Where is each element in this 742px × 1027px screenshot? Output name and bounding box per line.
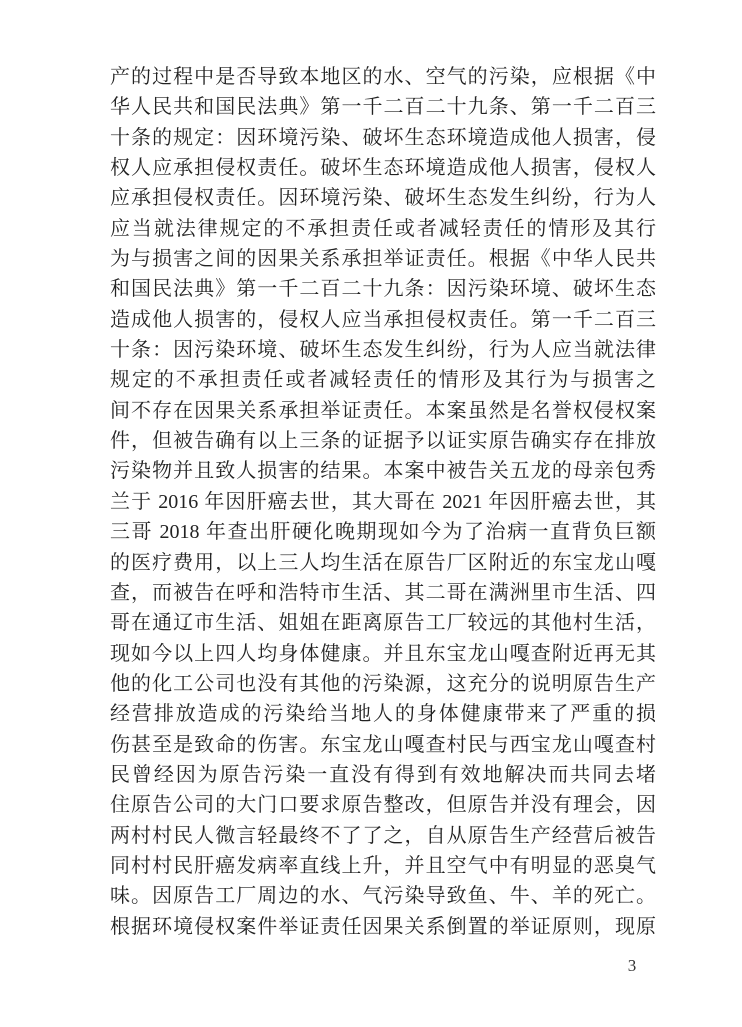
text-line: 应承担侵权责任。因环境污染、破坏生态发生纠纷，行为人 (110, 187, 656, 210)
text-line: 他的化工公司也没有其他的污染源，这充分的说明原告生产 (110, 672, 656, 695)
text-line: 民曾经因为原告污染一直没有得到有效地解决而共同去堵 (110, 763, 656, 786)
text-line: 十条的规定：因环境污染、破坏生态环境造成他人损害，侵 (110, 126, 656, 149)
text-line: 产的过程中是否导致本地区的水、空气的污染，应根据《中 (110, 66, 656, 88)
text-line: 味。因原告工厂周边的水、气污染导致鱼、牛、羊的死亡。 (110, 885, 656, 908)
text-line: 为与损害之间的因果关系承担举证责任。根据《中华人民共 (110, 248, 656, 271)
text-line: 间不存在因果关系承担举证责任。本案虽然是名誉权侵权案 (110, 399, 656, 422)
text-line: 根据环境侵权案件举证责任因果关系倒置的举证原则，现原 (110, 915, 656, 938)
text-line: 查，而被告在呼和浩特市生活、其二哥在满洲里市生活、四 (110, 581, 656, 604)
document-text (110, 62, 656, 942)
text-line: 兰于 2016 年因肝癌去世，其大哥在 2021 年因肝癌去世，其 (110, 490, 656, 513)
text-line: 应当就法律规定的不承担责任或者减轻责任的情形及其行 (110, 217, 656, 240)
text-line: 华人民共和国民法典》第一千二百二十九条、第一千二百三 (110, 96, 656, 119)
text-line: 规定的不承担责任或者减轻责任的情形及其行为与损害之 (110, 369, 656, 392)
text-line: 同村村民肝癌发病率直线上升，并且空气中有明显的恶臭气 (110, 854, 656, 877)
text-line: 伤甚至是致命的伤害。东宝龙山嘎查村民与西宝龙山嘎查村 (110, 733, 656, 756)
page-number: 3 (627, 956, 637, 975)
text-line: 哥在通辽市生活、姐姐在距离原告工厂较远的其他村生活， (110, 612, 656, 635)
text-line: 造成他人损害的，侵权人应当承担侵权责任。第一千二百三 (110, 308, 656, 331)
text-line: 权人应承担侵权责任。破坏生态环境造成他人损害，侵权人 (110, 157, 656, 180)
text-line: 件，但被告确有以上三条的证据予以证实原告确实存在排放 (110, 430, 656, 453)
text-line: 三哥 2018 年查出肝硬化晚期现如今为了治病一直背负巨额 (110, 521, 656, 544)
text-line: 和国民法典》第一千二百二十九条：因污染环境、破坏生态 (110, 278, 656, 301)
text-line: 现如今以上四人均身体健康。并且东宝龙山嘎查附近再无其 (110, 642, 656, 665)
text-line: 两村村民人微言轻最终不了了之，自从原告生产经营后被告 (110, 824, 656, 847)
text-line: 的医疗费用，以上三人均生活在原告厂区附近的东宝龙山嘎 (110, 551, 656, 574)
text-line: 经营排放造成的污染给当地人的身体健康带来了严重的损 (110, 703, 656, 726)
text-line: 十条：因污染环境、破坏生态发生纠纷，行为人应当就法律 (110, 339, 656, 362)
text-line: 污染物并且致人损害的结果。本案中被告关五龙的母亲包秀 (110, 460, 656, 483)
text-line: 住原告公司的大门口要求原告整改，但原告并没有理会，因 (110, 794, 656, 817)
